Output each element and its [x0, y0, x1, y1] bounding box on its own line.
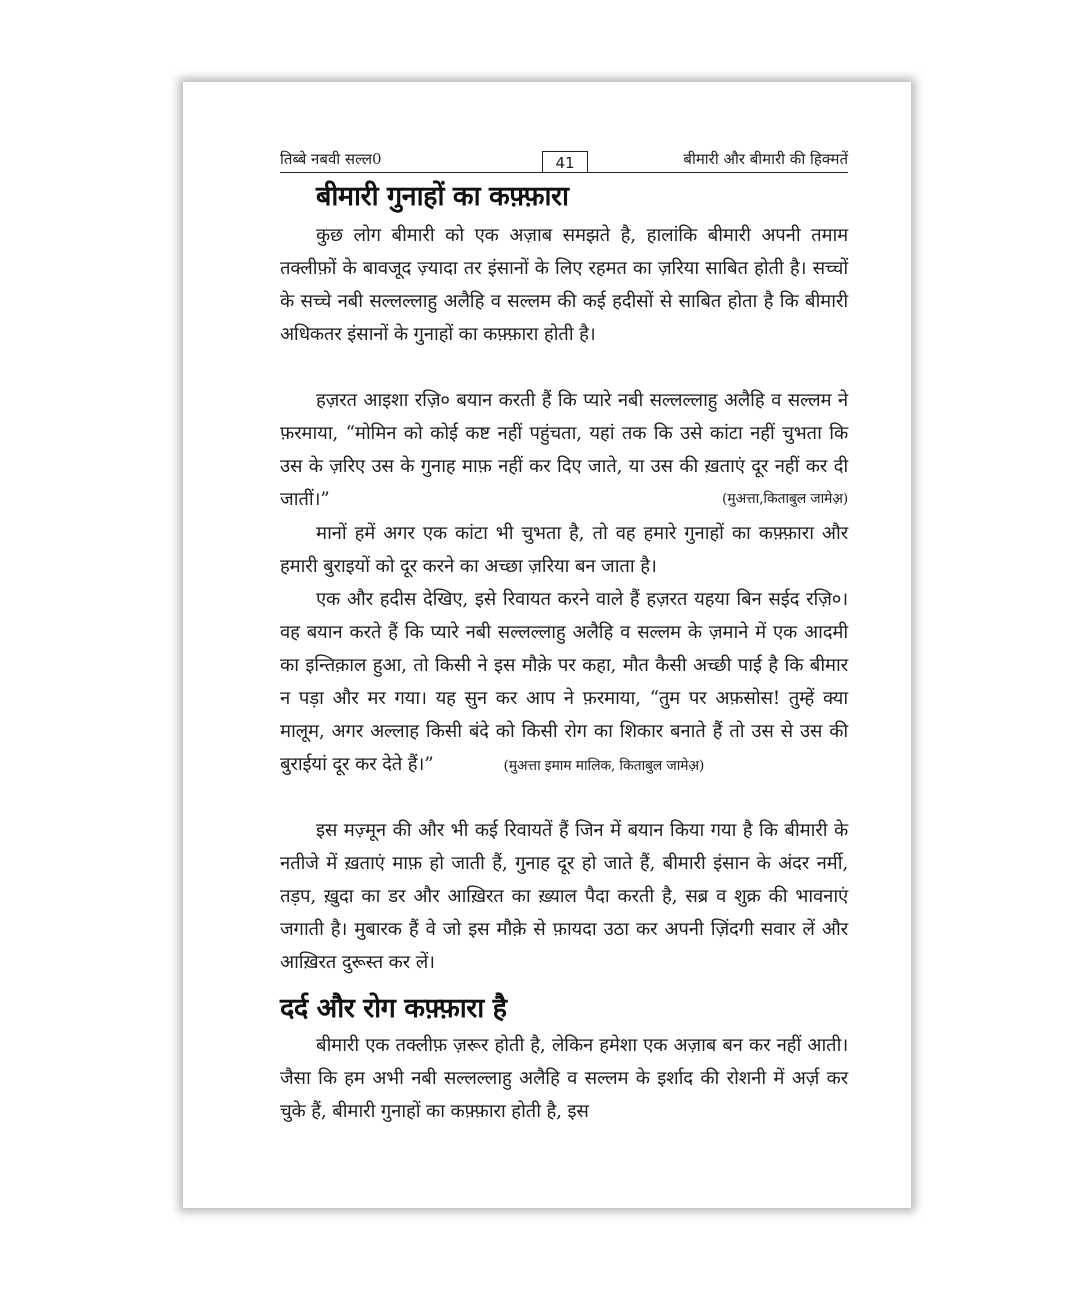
paragraph-2-text: हज़रत आइशा रज़ि० बयान करती हैं कि प्यारे नबी सल्लल्लाहु अलैहि व सल्लम ने फ़रमाया, “मोमिन को कोई कष्ट नहीं पहुंचता, यहां तक कि उसे कांटा नहीं चुभता कि उस के ज़रिए उस के गुनाह माफ़ नहीं कर दिए जाते, या उस की ख़ताएं दूर नहीं कर दी जातीं।”: [280, 390, 848, 510]
header-book-title: तिब्बे नबवी सल्ल0: [280, 150, 382, 168]
book-page: [183, 82, 911, 1208]
paragraph-6: बीमारी एक तक्लीफ़ ज़रूर होती है, लेकिन हमेशा एक अज़ाब बन कर नहीं आती। जैसा कि हम अभी नबी सल्लल्लाहु अलैहि व सल्लम के इर्शाद की रोशनी में अर्ज़ कर चुके हैं, बीमारी गुनाहों का कफ़्फ़ारा होती है, इस: [280, 1035, 848, 1122]
paragraph-5: इस मज़्मून की और भी कई रिवायतें हैं जिन में बयान किया गया है कि बीमारी के नतीजे में ख़ताएं माफ़ हो जाती हैं, गुनाह दूर हो जाते हैं, बीमारी इंसान के अंदर नर्मी, तड़प, ख़ुदा का डर और आख़िरत का ख़्याल पैदा करती है, सब्र व शुक्र की भावनाएं जगाती है। मुबारक हैं वे जो इस मौक़े से फ़ायदा उठा कर अपनी ज़िंदगी सवार लें और आख़िरत दुरूस्त कर लें।: [280, 820, 848, 973]
running-header: [280, 148, 848, 173]
paragraph-4-text: एक और हदीस देखिए, इसे रिवायत करने वाले हैं हज़रत यहया बिन सईद रज़ि०। वह बयान करते हैं कि प्यारे नबी सल्लल्लाहु अलैहि व सल्लम के ज़माने में एक आदमी का इन्तिक़ाल हुआ, तो किसी ने इस मौक़े पर कहा, मौत कैसी अच्छी पाई है कि बीमार न पड़ा और मर गया। यह सुन कर आप ने फ़रमाया, “तुम पर अफ़सोस! तुम्हें क्या मालूम, अगर अल्लाह किसी बंदे को किसी रोग का शिकार बनाते हैं तो उस से उस की बुराईयां दूर कर देते हैं।”: [280, 589, 848, 775]
citation-muatta-1: (मुअत्ता,किताबुल जामेअ़): [722, 491, 848, 507]
page-number: 41: [542, 151, 588, 173]
section-heading-1: बीमारी गुनाहों का कफ़्फ़ारा: [316, 181, 569, 212]
paragraph-3: मानों हमें अगर एक कांटा भी चुभता है, तो वह हमारे गुनाहों का कफ़्फ़ारा और हमारी बुराइयों को दूर करने का अच्छा ज़रिया बन जाता है।: [280, 523, 848, 577]
section-heading-2: दर्द और रोग कफ़्फ़ारा है: [280, 993, 507, 1024]
paragraph-1: कुछ लोग बीमारी को एक अज़ाब समझते है, हालांकि बीमारी अपनी तमाम तक्लीफ़ों के बावजूद ज़्यादा तर इंसानों के लिए रहमत का ज़रिया साबित होती है। सच्चों के सच्चे नबी सल्लल्लाहु अलैहि व सल्लम की कई हदीसों से साबित होता है कि बीमारी अधिकतर इंसानों के गुनाहों का कफ़्फ़ारा होती है।: [280, 225, 848, 345]
paragraph-2: [280, 384, 848, 516]
citation-muatta-2: (मुअत्ता इमाम मालिक, किताबुल जामेअ़): [503, 758, 705, 774]
header-chapter-title: बीमारी और बीमारी की हिक्मतें: [683, 150, 848, 168]
paragraph-4: [280, 583, 848, 783]
